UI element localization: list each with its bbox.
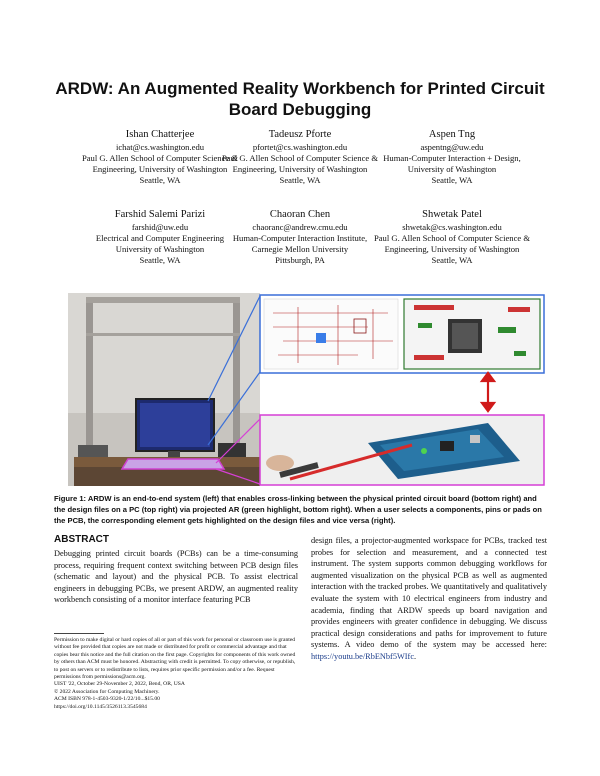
footnote-rule bbox=[54, 633, 104, 634]
author-affiliation: Human-Computer Interaction Institute, Carnegie Mellon University bbox=[232, 233, 368, 254]
isbn-line: ACM ISBN 978-1-4503-9320-1/22/10...$15.00 bbox=[54, 696, 160, 703]
author-affiliation: Paul G. Allen School of Computer Science & Engineering, University of Washington bbox=[81, 153, 239, 174]
author-email: ichat@cs.washington.edu bbox=[115, 142, 205, 152]
author-location: Seattle, WA bbox=[279, 175, 321, 185]
author-affiliation: Electrical and Computer Engineering University of Washington bbox=[95, 233, 225, 254]
figure-caption: Figure 1: ARDW is an end-to-end system (left) that enables cross-linking between the physical printed circuit board (bottom right) and the design files on a PC (top right) via projected AR (green highlight, bottom right). When a user selects a components, pins or pads on the PCB, the corresponding element gets highlighted on the design files and vice versa (right). bbox=[54, 494, 542, 525]
video-link[interactable]: https://youtu.be/RbENbf5WIfc bbox=[311, 651, 415, 661]
abstract-right-column bbox=[311, 535, 547, 663]
author-block bbox=[220, 208, 380, 266]
author-email: aspentng@uw.edu bbox=[420, 142, 484, 152]
author-location: Seattle, WA bbox=[431, 175, 473, 185]
author-name: Aspen Tng bbox=[428, 129, 476, 140]
link-tail: . bbox=[414, 651, 417, 661]
author-name: Farshid Salemi Parizi bbox=[114, 209, 206, 220]
author-name: Ishan Chatterjee bbox=[125, 129, 195, 140]
permission-footnote bbox=[54, 637, 298, 711]
teaser-figure bbox=[68, 293, 546, 486]
abstract-text: design files, a projector-augmented workspace for PCBs, tracked test probes for selection and measurement, and a connected test instrument. The system supports common debugging workflows for augmented visualization on the physical PCB as well as augmented interaction with the tracked probes. We quantitatively and qualitatively evaluate the system with 10 electrical engineers from industry and academia, finding that ARDW speeds up board navigation and provides engineers with greater confidence in debugging. We discuss practical design considerations and paths for improvement to future systems. A video demo of the system may be accessed here: bbox=[311, 536, 547, 650]
author-block bbox=[80, 208, 240, 266]
double-arrow-icon bbox=[482, 373, 494, 411]
paper-title: ARDW: An Augmented Reality Workbench for Printed Circuit Board Debugging bbox=[55, 79, 545, 119]
author-block bbox=[80, 128, 240, 186]
author-location: Seattle, WA bbox=[139, 175, 181, 185]
abstract-left-column bbox=[54, 548, 298, 606]
author-email: farshid@uw.edu bbox=[131, 222, 189, 232]
author-affiliation: Paul G. Allen School of Computer Science & Engineering, University of Washington bbox=[221, 153, 379, 174]
author-name: Shwetak Patel bbox=[422, 209, 482, 220]
permission-text: Permission to make digital or hard copies of all or part of this work for personal or classroom use is granted without fee provided that copies are not made or distributed for profit or commercial advantage and that copies bear this notice and the full citation on the first page. Copyrights for components of this work owned by others than ACM must be honored. Abstracting with credit is permitted. To copy otherwise, or republish, to post on servers or to redistribute to lists, requires prior specific permission and/or a fee. Request permissions from permissions@acm.org. bbox=[54, 637, 296, 681]
author-name: Tadeusz Pforte bbox=[268, 129, 332, 140]
author-location: Pittsburgh, PA bbox=[275, 255, 325, 265]
design-files-view bbox=[260, 295, 544, 373]
author-location: Seattle, WA bbox=[139, 255, 181, 265]
venue-line: UIST '22, October 29-November 2, 2022, Bend, OR, USA bbox=[54, 681, 185, 688]
author-email: chaoranc@andrew.cmu.edu bbox=[252, 222, 348, 232]
author-block bbox=[372, 208, 532, 266]
doi-line[interactable]: https://doi.org/10.1145/3526113.3545684 bbox=[54, 703, 147, 710]
author-location: Seattle, WA bbox=[431, 255, 473, 265]
author-affiliation: Paul G. Allen School of Computer Science & Engineering, University of Washington bbox=[373, 233, 531, 254]
author-affiliation: Human-Computer Interaction + Design, University of Washington bbox=[383, 153, 521, 174]
author-name: Chaoran Chen bbox=[269, 209, 331, 220]
copyright-line: © 2022 Association for Computing Machinery. bbox=[54, 688, 160, 695]
pcb-photo bbox=[260, 415, 544, 485]
abstract-heading: ABSTRACT bbox=[54, 534, 109, 545]
workbench-photo bbox=[68, 293, 260, 486]
author-block bbox=[372, 128, 532, 186]
author-email: pfortet@cs.washington.edu bbox=[252, 142, 348, 152]
abstract-text: Debugging printed circuit boards (PCBs) can be a time-consuming process, requiring frequent context switching between PCB design files (schematic and layout) and the physical PCB. To assist electrical engineers in debugging PCBs, we present ARDW, an augmented reality workbench consisting of a monitor interface featuring PCB bbox=[54, 549, 298, 605]
author-block bbox=[220, 128, 380, 186]
author-email: shwetak@cs.washington.edu bbox=[402, 222, 502, 232]
